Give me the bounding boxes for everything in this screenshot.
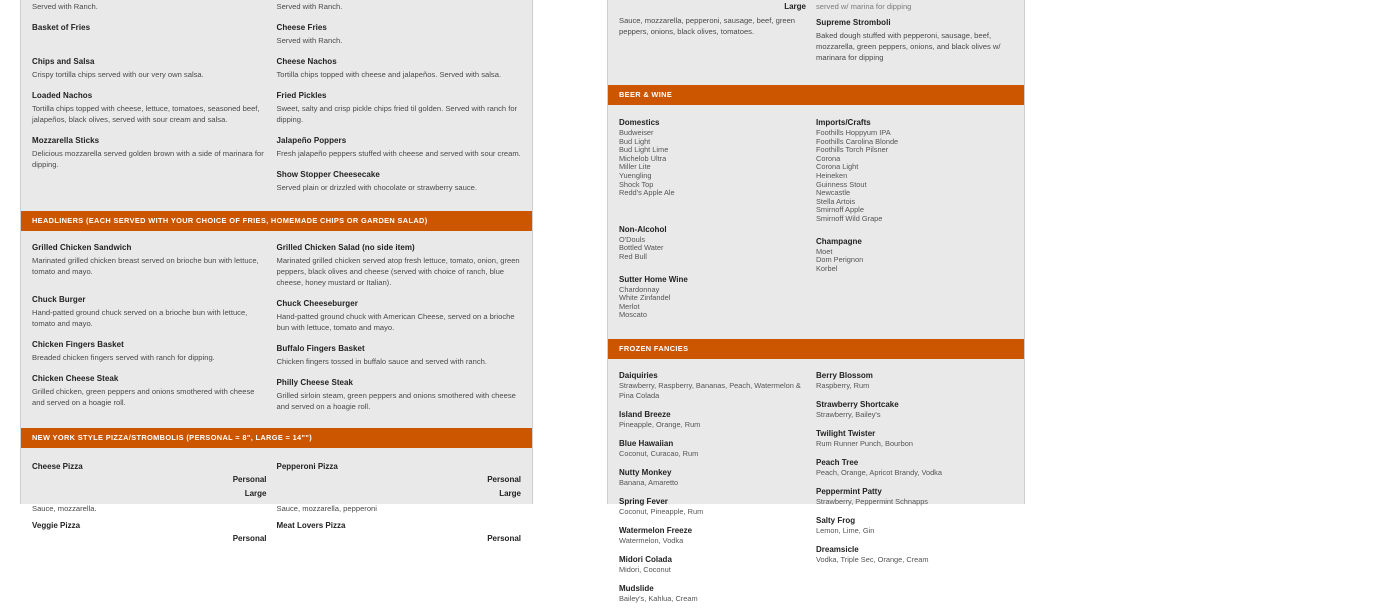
pizza-size-list xyxy=(233,460,267,501)
menu-item-name: Jalapeño Poppers xyxy=(276,136,347,145)
menu-item[interactable] xyxy=(277,298,522,333)
frozen-drink-item[interactable] xyxy=(619,370,806,401)
drink-group-title: Champagne xyxy=(816,236,862,246)
pizza-size-personal: Personal xyxy=(487,534,521,543)
frozen-drink-item[interactable] xyxy=(619,554,806,575)
menu-item-desc: Hand-patted ground chuck with American Cheese, served on a brioche bun with lettuce, tomato and mayo. xyxy=(276,312,515,332)
frozen-drink-name: Midori Colada xyxy=(619,554,672,564)
menu-item-desc: Crispy tortilla chips served with our very own salsa. xyxy=(32,70,204,79)
frozen-drink-name: Blue Hawaiian xyxy=(619,438,674,448)
frozen-drink-desc: Raspberry, Rum xyxy=(816,380,870,390)
pizza-section-header: NEW YORK STYLE PIZZA/STROMBOLIS (PERSONAL = 8", LARGE = 14"") xyxy=(21,428,532,448)
menu-item-name: Cheese Fries xyxy=(276,23,327,32)
drink-item[interactable]: Dom Perignon xyxy=(816,255,864,265)
drink-item[interactable]: Moet xyxy=(816,246,833,256)
beer-wine-section xyxy=(608,85,1024,105)
drink-group xyxy=(816,116,1013,224)
drink-item[interactable]: Shock Top xyxy=(619,179,654,189)
pizza-size-large: Large xyxy=(244,489,267,498)
frozen-drink-desc: Lemon, Lime, Gin xyxy=(816,525,875,535)
menu-item-desc: Grilled chicken, green peppers and onions smothered with cheese and served on a hoagie roll. xyxy=(32,387,255,407)
menu-item[interactable] xyxy=(32,339,267,363)
pizza-size-list xyxy=(487,460,521,501)
headliners-items xyxy=(21,231,532,422)
frozen-drink-desc: Midori, Coconut xyxy=(619,564,671,574)
drink-item[interactable]: Bud Light Lime xyxy=(619,145,669,155)
pizza-size-list xyxy=(487,519,521,546)
drink-item[interactable]: Smirnoff Apple xyxy=(816,205,864,215)
pizza-item[interactable] xyxy=(32,519,267,546)
drink-item[interactable]: Guinness Stout xyxy=(816,179,867,189)
pizza-size-personal: Personal xyxy=(232,475,267,484)
frozen-drink-desc: Coconut, Pineapple, Rum xyxy=(619,506,704,516)
menu-item-name: Basket of Fries xyxy=(32,23,91,32)
frozen-drink-desc: Peach, Orange, Apricot Brandy, Vodka xyxy=(816,467,942,477)
drink-item[interactable]: Bud Light xyxy=(619,136,651,146)
pizza-item[interactable] xyxy=(32,460,267,514)
headliners-column-left xyxy=(32,242,277,422)
menu-item[interactable] xyxy=(277,343,522,367)
drink-item[interactable]: Bottled Water xyxy=(619,243,664,253)
frozen-drink-desc: Pineapple, Orange, Rum xyxy=(619,419,701,429)
menu-item[interactable] xyxy=(32,294,267,329)
stromboli-continuation-left xyxy=(619,0,816,73)
menu-item-name: Chips and Salsa xyxy=(32,57,95,66)
menu-item-name: Chicken Cheese Steak xyxy=(32,374,119,383)
frozen-drink-name: Daiquiries xyxy=(619,370,658,380)
pizza-size-list xyxy=(233,519,267,546)
beer-wine-section-header: BEER & WINE xyxy=(608,85,1024,105)
menu-item-desc: Chicken fingers tossed in buffalo sauce and served with ranch. xyxy=(276,357,487,366)
menu-item[interactable] xyxy=(32,242,267,277)
drink-item[interactable]: O'Douls xyxy=(619,234,646,244)
pizza-items xyxy=(21,448,532,548)
drink-item[interactable]: Newcastle xyxy=(816,188,851,198)
frozen-drink-desc: Banana, Amaretto xyxy=(619,477,679,487)
frozen-drink-name: Peppermint Patty xyxy=(816,486,882,496)
frozen-drink-item[interactable] xyxy=(816,544,1013,565)
frozen-drink-item[interactable] xyxy=(619,438,806,459)
pizza-item-name: Veggie Pizza xyxy=(32,521,81,530)
drink-item[interactable]: Budweiser xyxy=(619,128,654,137)
drink-item[interactable]: White Zinfandel xyxy=(619,293,671,303)
frozen-drink-item[interactable] xyxy=(816,370,1013,391)
pizza-section xyxy=(21,428,532,448)
menu-item-desc: Baked dough stuffed with pepperoni, sausage, beef, mozzarella, green peppers, onions, and black olives w/ marinara for dipping xyxy=(816,31,1001,62)
frozen-drink-name: Spring Fever xyxy=(619,496,668,506)
headliners-section-header: HEADLINERS (EACH SERVED WITH YOUR CHOICE OF FRIES, HOMEMADE CHIPS OR GARDEN SALAD) xyxy=(21,211,532,231)
frozen-drink-name: Dreamsicle xyxy=(816,544,859,554)
menu-item-name: Mozzarella Sticks xyxy=(32,136,100,145)
frozen-drink-desc: Bailey's, Kahlua, Cream xyxy=(619,593,698,603)
menu-item-name: Chuck Burger xyxy=(32,295,86,304)
menu-item-desc: Served plain or drizzled with chocolate or strawberry sauce. xyxy=(276,183,477,192)
frozen-drink-desc: Watermelon, Vodka xyxy=(619,535,684,545)
stromboli-desc: Sauce, mozzarella, pepperoni, sausage, beef, green peppers, onions, black olives, tomatoes. xyxy=(619,16,796,36)
drink-item[interactable]: Merlot xyxy=(619,301,640,311)
drink-group-title: Non-Alcohol xyxy=(619,224,667,234)
menu-item-desc: Served with Ranch. xyxy=(276,36,343,45)
frozen-drink-name: Salty Frog xyxy=(816,515,856,525)
frozen-drink-item[interactable] xyxy=(619,496,806,517)
frozen-drink-name: Twilight Twister xyxy=(816,428,876,438)
frozen-drink-name: Watermelon Freeze xyxy=(619,525,693,535)
menu-item-desc: Tortilla chips topped with cheese, lettuce, tomatoes, seasoned beef, jalapeños, black olives, served with sour cream and salsa. xyxy=(32,104,260,124)
pizza-item[interactable] xyxy=(277,519,522,546)
menu-item-name: Philly Cheese Steak xyxy=(276,378,354,387)
pizza-item-name: Pepperoni Pizza xyxy=(276,462,338,471)
drink-item[interactable]: Stella Artois xyxy=(816,196,856,206)
drink-item[interactable]: Foothills Hoppyum IPA xyxy=(816,128,891,137)
menu-item[interactable] xyxy=(32,22,267,34)
menu-item[interactable] xyxy=(277,22,522,46)
appetizers-column-right xyxy=(277,22,522,203)
menu-item-name: Buffalo Fingers Basket xyxy=(276,344,365,353)
frozen-fancies-section xyxy=(608,339,1024,359)
pizza-size-personal: Personal xyxy=(232,534,267,543)
menu-item[interactable] xyxy=(277,135,522,159)
stromboli-continuation-right xyxy=(816,0,1013,73)
frozen-drink-item[interactable] xyxy=(816,457,1013,478)
menu-item[interactable] xyxy=(32,90,267,125)
pizza-item[interactable] xyxy=(277,460,522,514)
headliners-section xyxy=(21,211,532,231)
menu-item-desc: Delicious mozzarella served golden brown with a side of marinara for dipping. xyxy=(32,149,264,169)
frozen-column-right xyxy=(816,370,1013,612)
frozen-drink-name: Strawberry Shortcake xyxy=(816,399,899,409)
frozen-drink-item[interactable] xyxy=(816,486,1013,507)
drink-item[interactable]: Korbel xyxy=(816,263,838,273)
frozen-drink-name: Nutty Monkey xyxy=(619,467,672,477)
drink-item[interactable]: Moscato xyxy=(619,310,647,320)
continuation-note-right: Served with Ranch. xyxy=(276,2,343,11)
menu-item[interactable] xyxy=(32,56,267,80)
stromboli-top-continuation xyxy=(608,0,1024,73)
beer-wine-column-left xyxy=(619,116,816,331)
frozen-drink-item[interactable] xyxy=(619,409,806,430)
menu-item-name: Chuck Cheeseburger xyxy=(276,299,358,308)
menu-item-name: Fried Pickles xyxy=(276,91,327,100)
menu-item-name: Loaded Nachos xyxy=(32,91,93,100)
frozen-drink-item[interactable] xyxy=(619,525,806,546)
frozen-drink-item[interactable] xyxy=(619,583,806,604)
drink-item[interactable]: Corona xyxy=(816,153,841,163)
frozen-drink-desc: Rum Runner Punch, Bourbon xyxy=(816,438,913,448)
menu-item-desc: Breaded chicken fingers served with ranch for dipping. xyxy=(32,353,215,362)
drink-item[interactable]: Michelob Ultra xyxy=(619,153,667,163)
drink-group xyxy=(619,116,806,198)
frozen-drink-name: Berry Blossom xyxy=(816,370,873,380)
menu-item-name: Grilled Chicken Salad (no side item) xyxy=(276,243,415,252)
drink-group-title: Sutter Home Wine xyxy=(619,274,688,284)
menu-item[interactable] xyxy=(32,373,267,408)
menu-item-desc: Tortilla chips topped with cheese and jalapeños. Served with salsa. xyxy=(276,70,502,79)
left-menu-panel xyxy=(20,0,533,543)
drink-item[interactable]: Yuengling xyxy=(619,170,652,180)
menu-item-name: Grilled Chicken Sandwich xyxy=(32,243,132,252)
pizza-item-desc: Sauce, mozzarella. xyxy=(32,504,97,513)
menu-item[interactable] xyxy=(32,135,267,170)
menu-item-name: Cheese Nachos xyxy=(276,57,337,66)
frozen-drink-item[interactable] xyxy=(816,399,1013,420)
cut-off-line: served w/ marina for dipping xyxy=(816,2,912,11)
drink-item[interactable]: Redd's Apple Ale xyxy=(619,188,675,198)
frozen-drink-name: Island Breeze xyxy=(619,409,671,419)
beer-wine-column-right xyxy=(816,116,1013,331)
menu-item[interactable] xyxy=(816,17,1013,63)
pizza-size-personal: Personal xyxy=(487,475,521,484)
frozen-drink-desc: Strawberry, Raspberry, Bananas, Peach, Watermelon & Pina Colada xyxy=(619,380,801,400)
frozen-fancies-items xyxy=(608,359,1024,612)
menu-item-desc: Sweet, salty and crisp pickle chips fried til golden. Served with ranch for dipping. xyxy=(276,104,518,124)
pizza-column-right xyxy=(277,460,522,548)
pizza-item-name: Cheese Pizza xyxy=(32,462,83,471)
drink-group-title: Imports/Crafts xyxy=(816,118,871,127)
menu-item-name: Show Stopper Cheesecake xyxy=(276,170,380,179)
menu-item-desc: Marinated grilled chicken breast served on brioche bun with lettuce, tomato and mayo. xyxy=(32,256,259,276)
menu-item[interactable] xyxy=(277,90,522,125)
appetizers-column-left xyxy=(32,22,277,203)
pizza-item-desc: Sauce, mozzarella, pepperoni xyxy=(276,504,377,513)
menu-item-desc: Grilled sirloin steam, green peppers and onions smothered with cheese and served on a hoagie roll. xyxy=(276,391,516,411)
drink-group-title: Domestics xyxy=(619,118,660,127)
frozen-drink-name: Peach Tree xyxy=(816,457,859,467)
frozen-drink-desc: Vodka, Triple Sec, Orange, Cream xyxy=(816,554,929,564)
drink-item[interactable]: Miller Lite xyxy=(619,162,651,172)
menu-item[interactable] xyxy=(277,56,522,80)
headliners-column-right xyxy=(277,242,522,422)
drink-group xyxy=(619,273,806,320)
menu-item[interactable] xyxy=(277,169,522,193)
drink-group xyxy=(816,235,1013,274)
pizza-size-large: Large xyxy=(784,2,806,11)
frozen-drink-desc: Coconut, Curacao, Rum xyxy=(619,448,699,458)
menu-item-name: Chicken Fingers Basket xyxy=(32,340,124,349)
frozen-column-left xyxy=(619,370,816,612)
menu-item[interactable] xyxy=(277,377,522,412)
right-menu-panel xyxy=(607,0,1025,603)
menu-item-desc: Hand-patted ground chuck served on a brioche bun with lettuce, tomato and mayo. xyxy=(32,308,248,328)
drink-item[interactable]: Red Bull xyxy=(619,251,647,261)
pizza-size-large: Large xyxy=(499,489,521,498)
frozen-drink-desc: Strawberry, Bailey's xyxy=(816,409,881,419)
appetizers-section xyxy=(21,12,532,203)
pizza-item-name: Meat Lovers Pizza xyxy=(276,521,346,530)
drink-item[interactable]: Heineken xyxy=(816,170,848,180)
frozen-drink-desc: Strawberry, Peppermint Schnapps xyxy=(816,496,929,506)
appetizers-top-continuation xyxy=(21,0,532,12)
menu-item-desc: Marinated grilled chicken served atop fresh lettuce, tomato, onion, green peppers, black olives and cheese (served with choice of ranch, blue cheese, honey mustard or Italian). xyxy=(276,256,520,287)
drink-group xyxy=(619,223,806,262)
menu-item-desc: Fresh jalapeño peppers stuffed with cheese and served with sour cream. xyxy=(276,149,521,158)
menu-item[interactable] xyxy=(277,242,522,288)
frozen-drink-item[interactable] xyxy=(816,428,1013,449)
pizza-column-left xyxy=(32,460,277,548)
frozen-fancies-section-header: FROZEN FANCIES xyxy=(608,339,1024,359)
continuation-note-left: Served with Ranch. xyxy=(32,2,98,11)
drink-item[interactable]: Corona Light xyxy=(816,162,859,172)
appetizers-right-column xyxy=(277,0,522,12)
drink-item[interactable]: Smirnoff Wild Grape xyxy=(816,213,883,223)
menu-item-name: Supreme Stromboli xyxy=(816,18,891,27)
appetizers-left-column xyxy=(32,0,277,12)
beer-wine-items xyxy=(608,105,1024,331)
drink-item[interactable]: Foothills Torch Pilsner xyxy=(816,145,889,155)
drink-item[interactable]: Foothills Carolina Blonde xyxy=(816,136,899,146)
frozen-drink-item[interactable] xyxy=(816,515,1013,536)
drink-item[interactable]: Chardonnay xyxy=(619,284,660,294)
frozen-drink-item[interactable] xyxy=(619,467,806,488)
frozen-drink-name: Mudslide xyxy=(619,583,654,593)
